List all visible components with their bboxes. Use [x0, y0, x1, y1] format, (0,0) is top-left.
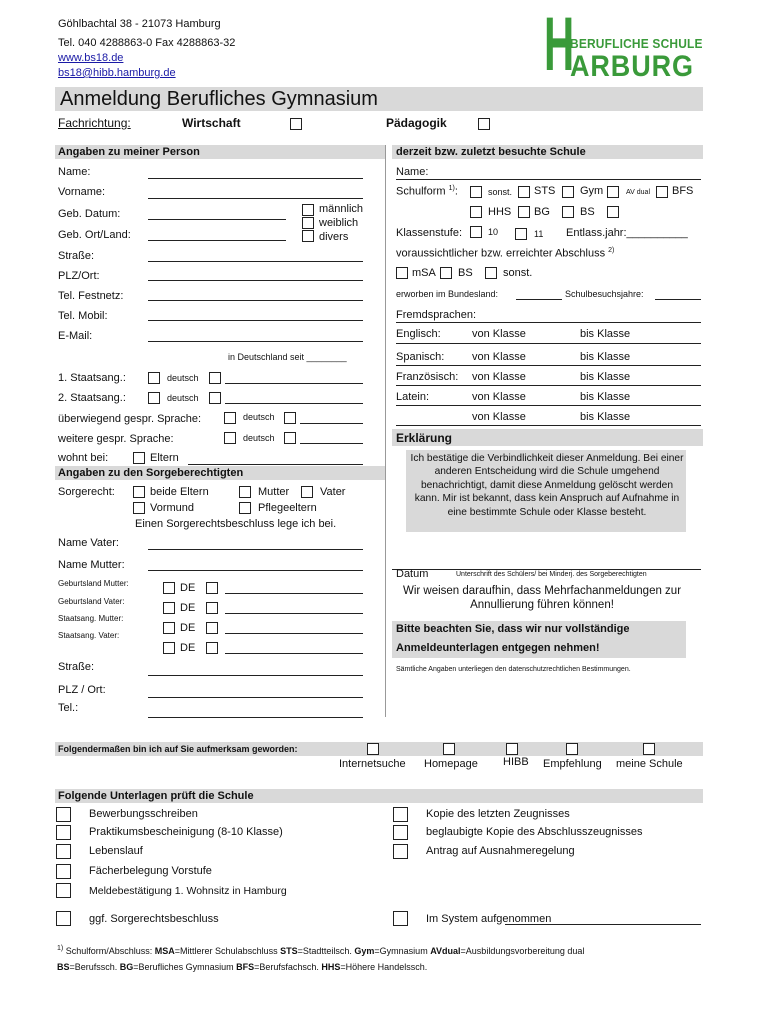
doc-system-checkbox[interactable] [393, 911, 408, 926]
custody-foster-label: Pflegeeltern [258, 502, 317, 514]
language-row-latin[interactable] [396, 405, 701, 406]
guardian-plz-label: PLZ / Ort: [58, 684, 106, 696]
leaving-year-field[interactable]: Entlass.jahr:__________ [566, 227, 688, 239]
doc-custody-checkbox[interactable] [56, 911, 71, 926]
fn-sts-text: =Stadtteilsch. [297, 946, 355, 956]
father-name-field[interactable] [148, 549, 363, 550]
grade-11-checkbox[interactable] [515, 228, 527, 240]
language-row-other[interactable] [396, 425, 701, 426]
footnote-line-2 [57, 959, 584, 975]
signature-line[interactable] [392, 569, 701, 570]
person-phone-label: Tel. Festnetz: [58, 290, 124, 302]
mother-country-field[interactable] [225, 593, 363, 594]
custody-foster-checkbox[interactable] [239, 502, 251, 514]
language-label-latin: Latein: [396, 391, 430, 403]
school-type-text: Schulform [396, 185, 446, 198]
lives-with-parents-checkbox[interactable] [133, 452, 145, 464]
custody-father-checkbox[interactable] [301, 486, 313, 498]
section-guardians-title: Angaben zu den Sorgeberechtigten [58, 467, 244, 479]
fn-avdual-text: =Ausbildungsvorbereitung dual [460, 946, 585, 956]
mother-name-label: Name Mutter: [58, 559, 125, 571]
nationality-2-field[interactable] [225, 403, 363, 404]
fachrichtung-paedagogik-label: Pädagogik [386, 116, 447, 130]
nationality-2-german-label: deutsch [167, 393, 199, 403]
doc-custody-label: ggf. Sorgerechtsbeschluss [89, 913, 219, 925]
main-language-german-label: deutsch [243, 412, 275, 422]
degree-esa-label: BS [458, 267, 473, 279]
school-type-bs-label: BS [580, 206, 595, 218]
doc-exception-checkbox[interactable] [393, 844, 408, 859]
language-label-spanish: Spanisch: [396, 351, 445, 363]
language-to: bis Klasse [580, 411, 631, 423]
degree-other-checkbox[interactable] [485, 267, 497, 279]
main-language-other-checkbox[interactable] [284, 412, 296, 424]
mother-name-field[interactable] [148, 570, 363, 571]
guardian-plz-field[interactable] [148, 697, 363, 698]
custody-father-label: Vater [320, 486, 346, 498]
language-row-spanish[interactable] [396, 365, 701, 366]
nationality-2-other-checkbox[interactable] [209, 392, 221, 404]
school-type-bfs-label: BFS [672, 185, 694, 197]
fn-bg-text: =Berufliches Gymnasium [133, 962, 237, 972]
language-to: bis Klasse [580, 328, 631, 340]
school-name-label: Name: [396, 166, 429, 178]
mother-country-de-checkbox[interactable] [163, 582, 175, 594]
fn-bs-text: =Berufssch. [69, 962, 120, 972]
guardian-street-field[interactable] [148, 675, 363, 676]
doc-subjects-checkbox[interactable] [56, 864, 71, 879]
father-country-label: Geburtsland Vater: [58, 597, 125, 606]
school-type-other-label: sonst. [488, 187, 513, 197]
person-birthdate-label: Geb. Datum: [58, 208, 121, 220]
grade-11-label: 11 [534, 229, 544, 239]
school-website-link[interactable]: www.bs18.de [58, 52, 124, 64]
school-type-gym-checkbox[interactable] [562, 186, 574, 198]
doc-cv-checkbox[interactable] [56, 844, 71, 859]
fachrichtung-wirtschaft-checkbox[interactable] [290, 118, 302, 130]
school-phone: Tel. 040 4288863-0 Fax 4288863-32 [58, 37, 236, 49]
doc-exception-label: Antrag auf Ausnahmeregelung [426, 845, 575, 857]
language-to: bis Klasse [580, 351, 631, 363]
person-vorname-field[interactable] [148, 198, 363, 199]
footnote [57, 941, 584, 975]
other-language-german-checkbox[interactable] [224, 432, 236, 444]
logo-title: ARBURG [570, 50, 694, 83]
school-type-hhs-label: HHS [488, 206, 512, 218]
nationality-2-german-checkbox[interactable] [148, 392, 160, 404]
gender-male-label: männlich [319, 203, 364, 215]
school-type-sts-label: STS [534, 185, 556, 197]
logo-subtitle: BERUFLICHE SCHULE [570, 36, 703, 51]
mother-nationality-field[interactable] [225, 633, 363, 634]
language-from: von Klasse [472, 371, 526, 383]
signature-date-label: Datum [396, 568, 429, 580]
referral-hibb-label: HIBB [503, 756, 529, 768]
school-type-label: Schulform $^{1)}$: [396, 185, 458, 198]
language-label-french: Französisch: [396, 371, 459, 383]
fn-avdual: AVdual [430, 946, 461, 956]
father-nationality-de-label: DE [180, 642, 196, 654]
language-from: von Klasse [472, 411, 526, 423]
column-divider [385, 145, 386, 717]
custody-decision-note: Einen Sorgerechtsbeschluss lege ich bei. [135, 518, 337, 530]
nationality-1-label: 1. Staatsang.: [58, 372, 126, 384]
school-type-hhs-checkbox[interactable] [470, 206, 482, 218]
custody-label: Sorgerecht: [58, 486, 115, 498]
in-germany-since: in Deutschland seit ________ [228, 352, 347, 362]
lives-with-field[interactable] [188, 464, 363, 465]
nationality-1-german-checkbox[interactable] [148, 372, 160, 384]
mother-nationality-label: Staatsang. Mutter: [58, 614, 124, 623]
doc-system-label: Im System aufgenommen [426, 913, 552, 925]
person-email-field[interactable] [148, 341, 363, 342]
person-vorname-label: Vorname: [58, 186, 106, 198]
school-type-footnote: 1) [448, 185, 455, 192]
degree-msa-label: mSA [412, 267, 436, 279]
school-type-extra-checkbox[interactable] [607, 206, 619, 218]
degree-footnote: 2) [608, 247, 615, 254]
doc-internship-label: Praktikumsbescheinigung (8-10 Klasse) [89, 826, 283, 838]
foreign-languages-label: Fremdsprachen: [396, 309, 477, 321]
fn-gym: Gym [354, 946, 375, 956]
section-school-title: derzeit bzw. zuletzt besuchte Schule [396, 146, 586, 158]
custody-both-label: beide Eltern [150, 486, 209, 498]
main-language-german-checkbox[interactable] [224, 412, 236, 424]
guardian-phone-label: Tel.: [58, 702, 79, 714]
person-birthplace-field[interactable] [148, 240, 286, 241]
documents-title: Folgende Unterlagen prüft die Schule [58, 790, 254, 802]
school-type-bg-checkbox[interactable] [518, 206, 530, 218]
doc-cv-label: Lebenslauf [89, 845, 143, 857]
fachrichtung-wirtschaft-label: Wirtschaft [182, 116, 241, 130]
doc-residence-checkbox[interactable] [56, 883, 71, 898]
language-from: von Klasse [472, 351, 526, 363]
degree-other-label: sonst. [503, 267, 533, 279]
father-nationality-field[interactable] [225, 653, 363, 654]
mother-country-other-checkbox[interactable] [206, 582, 218, 594]
main-language-field[interactable] [300, 423, 363, 424]
school-type-other-checkbox[interactable] [470, 186, 482, 198]
footnote-marker: 1) [57, 945, 64, 952]
degree-msa-checkbox[interactable] [396, 267, 408, 279]
other-language-field[interactable] [300, 443, 363, 444]
logo-letter: H [544, 2, 575, 87]
gender-diverse-checkbox[interactable] [302, 230, 314, 242]
gender-female-label: weiblich [319, 217, 359, 229]
fachrichtung-label: Fachrichtung: [58, 116, 131, 130]
custody-mother-label: Mutter [258, 486, 290, 498]
school-name-field[interactable] [396, 179, 701, 180]
language-label-english: Englisch: [396, 328, 441, 340]
doc-subjects-label: Fächerbelegung Vorstufe [89, 865, 212, 877]
referral-internet-checkbox[interactable] [367, 743, 379, 755]
school-years-field[interactable] [655, 299, 701, 300]
fn-hhs-text: =Höhere Handelssch. [340, 962, 428, 972]
referral-internet-label: Internetsuche [339, 758, 406, 770]
referral-homepage-label: Homepage [424, 758, 478, 770]
doc-certified-copy-label: beglaubigte Kopie des Abschlusszeugnisses [426, 826, 643, 838]
degree-esa-checkbox[interactable] [440, 267, 452, 279]
guardian-street-label: Straße: [58, 661, 95, 673]
data-privacy-note: Sämtliche Angaben unterliegen den datenschutzrechtlichen Bestimmungen. [396, 666, 631, 673]
signature-caption: Unterschrift des Schülers/ bei Minderj. des Sorgeberechtigten [456, 571, 647, 578]
grade-10-label: 10 [488, 227, 499, 237]
school-type-bg-label: BG [534, 206, 550, 218]
person-name-label: Name: [58, 166, 91, 178]
fn-msa-text: =Mittlerer Schulabschluss [174, 946, 281, 956]
school-type-bs-checkbox[interactable] [562, 206, 574, 218]
person-plz-field[interactable] [148, 280, 363, 281]
main-language-label: überwiegend gespr. Sprache: [58, 413, 202, 425]
referral-myschool-label: meine Schule [616, 758, 683, 770]
page-title: Anmeldung Berufliches Gymnasium [60, 88, 378, 110]
father-country-de-checkbox[interactable] [163, 602, 175, 614]
person-birthdate-field[interactable] [148, 219, 286, 220]
doc-application-checkbox[interactable] [56, 807, 71, 822]
other-language-other-checkbox[interactable] [284, 432, 296, 444]
school-type-gym-label: Gym [580, 185, 604, 197]
school-type-sts-checkbox[interactable] [518, 186, 530, 198]
nationality-1-field[interactable] [225, 383, 363, 384]
nationality-2-label: 2. Staatsang.: [58, 392, 126, 404]
mother-nationality-de-label: DE [180, 622, 196, 634]
referral-recommendation-checkbox[interactable] [566, 743, 578, 755]
mother-country-label: Geburtsland Mutter: [58, 579, 129, 588]
father-country-de-label: DE [180, 602, 196, 614]
father-nationality-label: Staatsang. Vater: [58, 631, 120, 640]
doc-system-field[interactable] [505, 924, 701, 925]
referral-hibb-checkbox[interactable] [506, 743, 518, 755]
referral-homepage-checkbox[interactable] [443, 743, 455, 755]
father-country-field[interactable] [225, 613, 363, 614]
mother-nationality-other-checkbox[interactable] [206, 622, 218, 634]
nationality-1-other-checkbox[interactable] [209, 372, 221, 384]
person-street-label: Straße: [58, 250, 95, 262]
school-logo [544, 2, 704, 87]
custody-both-checkbox[interactable] [133, 486, 145, 498]
notice-line-1: Bitte beachten Sie, dass wir nur vollständige [396, 623, 630, 635]
fn-msa: MSA [154, 946, 175, 956]
other-language-german-label: deutsch [243, 433, 275, 443]
guardian-phone-field[interactable] [148, 717, 363, 718]
person-plz-label: PLZ/Ort: [58, 270, 100, 282]
fachrichtung-paedagogik-checkbox[interactable] [478, 118, 490, 130]
custody-mother-checkbox[interactable] [239, 486, 251, 498]
father-nationality-de-checkbox[interactable] [163, 642, 175, 654]
referral-recommendation-label: Empfehlung [543, 758, 602, 770]
doc-internship-checkbox[interactable] [56, 825, 71, 840]
doc-residence-label: Meldebestätigung 1. Wohnsitz in Hamburg [89, 885, 287, 897]
degree-text: voraussichtlicher bzw. erreichter Abschluss [396, 247, 606, 260]
doc-report-copy-label: Kopie des letzten Zeugnisses [426, 808, 570, 820]
lives-with-label: wohnt bei: [58, 452, 109, 464]
footnote-line-1 [57, 941, 584, 959]
person-street-field[interactable] [148, 261, 363, 262]
father-nationality-other-checkbox[interactable] [206, 642, 218, 654]
multi-registration-notice: Wir weisen daraufhin, dass Mehrfachanmeldungen zur Annullierung führen können! [402, 585, 682, 611]
language-to: bis Klasse [580, 391, 631, 403]
earned-state-field[interactable] [516, 299, 562, 300]
language-row-english[interactable] [396, 343, 701, 344]
school-type-bfs-checkbox[interactable] [656, 186, 668, 198]
gender-male-checkbox[interactable] [302, 204, 314, 216]
language-from: von Klasse [472, 328, 526, 340]
language-to: bis Klasse [580, 371, 631, 383]
fn-sts: STS [280, 946, 298, 956]
gender-diverse-label: divers [319, 231, 349, 243]
custody-guardian-label: Vormund [150, 502, 195, 514]
fn-lead: Schulform/Abschluss: [65, 946, 155, 956]
mother-country-de-label: DE [180, 582, 196, 594]
section-person-title: Angaben zu meiner Person [58, 146, 200, 158]
person-name-field[interactable] [148, 178, 363, 179]
referral-myschool-checkbox[interactable] [643, 743, 655, 755]
person-phone-field[interactable] [148, 300, 363, 301]
section-declaration-title: Erklärung [396, 431, 453, 445]
person-mobile-field[interactable] [148, 320, 363, 321]
earned-state-label: erworben im Bundesland: [396, 289, 499, 299]
person-birthplace-label: Geb. Ort/Land: [58, 229, 131, 241]
referral-label: Folgendermaßen bin ich auf Sie aufmerksam geworden: [58, 744, 298, 754]
language-from: von Klasse [472, 391, 526, 403]
fn-bfs-text: =Berufsfachsch. [254, 962, 322, 972]
language-row-french[interactable] [396, 385, 701, 386]
school-type-avdual-label: AV dual [626, 189, 650, 196]
fn-bfs: BFS [236, 962, 255, 972]
doc-certified-copy-checkbox[interactable] [393, 825, 408, 840]
fn-bg: BG [119, 962, 134, 972]
fn-hhs: HHS [321, 962, 341, 972]
nationality-1-german-label: deutsch [167, 373, 199, 383]
school-type-avdual-checkbox[interactable] [607, 186, 619, 198]
fn-gym-text: =Gymnasium [374, 946, 431, 956]
school-email-link[interactable]: bs18@hibb.hamburg.de [58, 67, 176, 79]
doc-report-copy-checkbox[interactable] [393, 807, 408, 822]
person-mobile-label: Tel. Mobil: [58, 310, 108, 322]
school-years-label: Schulbesuchsjahre: [565, 289, 644, 299]
person-email-label: E-Mail: [58, 330, 93, 342]
lives-with-parents-label: Eltern [150, 452, 179, 464]
notice-line-2: Anmeldeunterlagen entgegen nehmen! [396, 642, 600, 654]
doc-application-label: Bewerbungsschreiben [89, 808, 198, 820]
declaration-text: Ich bestätige die Verbindlichkeit dieser Anmeldung. Bei einer anderen Entscheidung wird die Schule umgehend benachrichtigt, damit diese Anmeldung gelöscht werden kann. Mir ist bekannt, dass kein Anspruch auf Aufnahme in eine bestimmte Schule oder Klasse besteht. [410, 453, 684, 518]
gender-female-checkbox[interactable] [302, 217, 314, 229]
fn-bs: BS [57, 962, 70, 972]
grade-level-label: Klassenstufe: [396, 227, 463, 239]
father-name-label: Name Vater: [58, 537, 119, 549]
custody-guardian-checkbox[interactable] [133, 502, 145, 514]
other-language-label: weitere gespr. Sprache: [58, 433, 174, 445]
grade-10-checkbox[interactable] [470, 226, 482, 238]
father-country-other-checkbox[interactable] [206, 602, 218, 614]
foreign-languages-rule [396, 322, 701, 323]
degree-label [396, 247, 614, 260]
school-address: Göhlbachtal 38 - 21073 Hamburg [58, 18, 221, 30]
mother-nationality-de-checkbox[interactable] [163, 622, 175, 634]
